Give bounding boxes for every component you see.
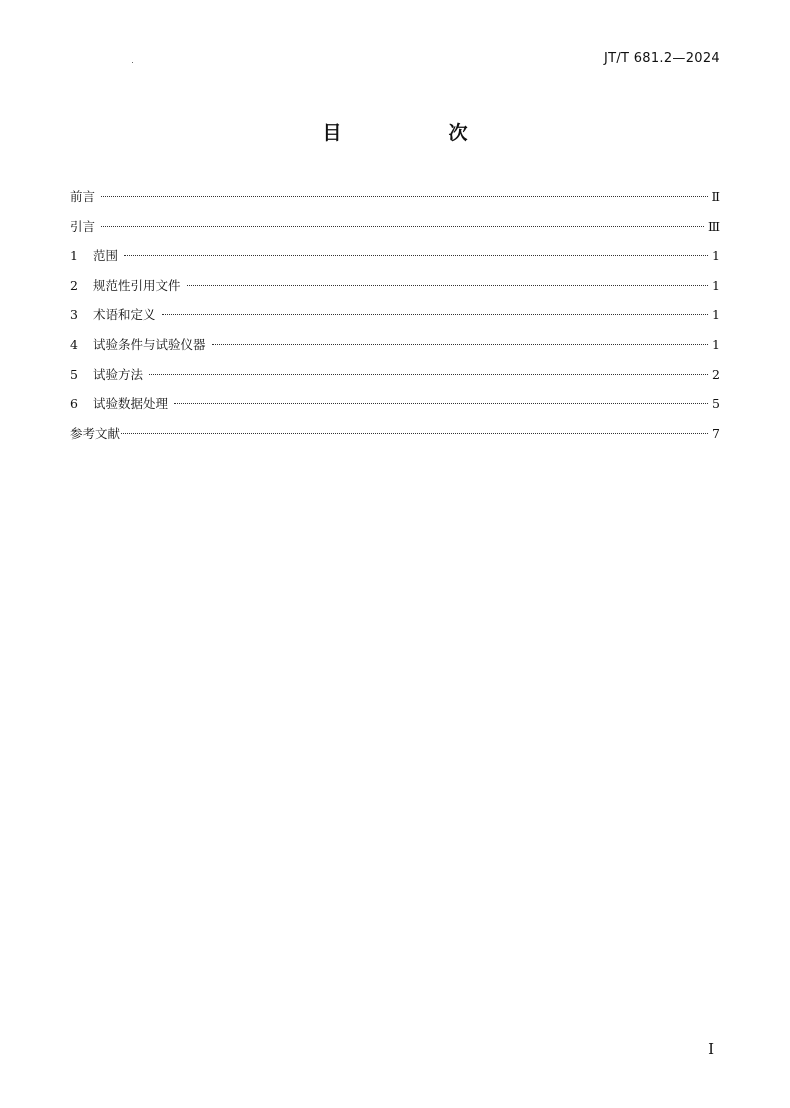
toc-entry-label: 试验数据处理 xyxy=(93,396,169,412)
toc-entry-foreword[interactable] xyxy=(70,187,720,217)
toc-entry-number: 3 xyxy=(70,307,78,323)
toc-entry-label: 引言 xyxy=(70,218,96,234)
table-of-contents xyxy=(70,187,720,453)
toc-entry-page: Ⅲ xyxy=(707,218,720,234)
page-title: 目 次 xyxy=(322,122,512,144)
scan-speck xyxy=(132,62,133,63)
toc-entry-scope[interactable] xyxy=(70,246,720,276)
dot-leader xyxy=(174,403,708,404)
toc-entry-number: 2 xyxy=(70,277,78,293)
toc-entry-terms-definitions[interactable] xyxy=(70,305,720,335)
toc-entry-introduction[interactable] xyxy=(70,217,720,247)
toc-entry-number: 4 xyxy=(70,336,78,352)
dot-leader xyxy=(187,285,708,286)
toc-entry-page: 7 xyxy=(712,425,720,441)
toc-entry-label: 试验条件与试验仪器 xyxy=(93,336,206,352)
toc-entry-test-conditions[interactable] xyxy=(70,335,720,365)
toc-entry-page: 1 xyxy=(712,248,720,264)
dot-leader xyxy=(149,374,708,375)
toc-entry-normative-references[interactable] xyxy=(70,276,720,306)
toc-entry-label: 参考文献 xyxy=(70,425,121,441)
toc-entry-page: 1 xyxy=(712,336,720,352)
page-number: I xyxy=(708,1040,714,1058)
toc-entry-label: 规范性引用文件 xyxy=(93,277,181,293)
toc-entry-number: 5 xyxy=(70,366,78,382)
toc-entry-label: 术语和定义 xyxy=(93,307,156,323)
toc-entry-number: 6 xyxy=(70,396,78,412)
toc-entry-page: 1 xyxy=(712,277,720,293)
toc-entry-number: 1 xyxy=(70,248,78,264)
dot-leader xyxy=(101,226,704,227)
standard-code: JT/T 681.2—2024 xyxy=(603,51,720,66)
dot-leader xyxy=(162,314,708,315)
toc-entry-data-processing[interactable] xyxy=(70,394,720,424)
toc-entry-label: 试验方法 xyxy=(93,366,144,382)
toc-entry-page: Ⅱ xyxy=(711,189,720,204)
toc-entry-page: 5 xyxy=(712,396,720,412)
dot-leader xyxy=(101,196,707,197)
dot-leader xyxy=(121,433,708,434)
toc-entry-page: 1 xyxy=(712,307,720,323)
dot-leader xyxy=(212,344,708,345)
toc-entry-page: 2 xyxy=(712,366,720,382)
toc-entry-label: 范围 xyxy=(93,248,119,264)
toc-entry-test-methods[interactable] xyxy=(70,365,720,395)
dot-leader xyxy=(124,255,708,256)
toc-entry-bibliography[interactable] xyxy=(70,424,720,454)
toc-entry-label: 前言 xyxy=(70,189,96,204)
